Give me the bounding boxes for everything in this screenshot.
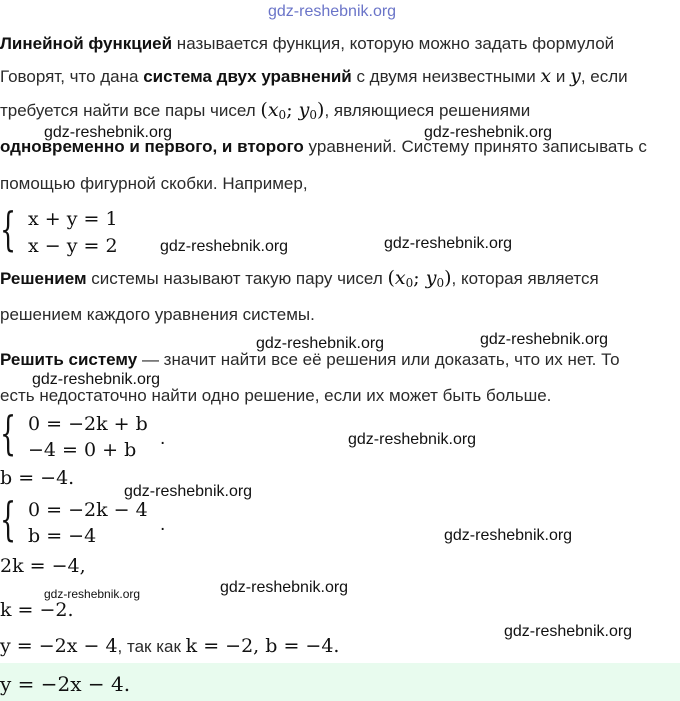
period: .: [160, 514, 166, 535]
watermark: gdz-reshebnik.org: [348, 431, 477, 448]
equation: −4 = 0 + b: [28, 439, 137, 461]
formula: y = −2x − 4: [0, 635, 118, 657]
pair-x: x: [394, 267, 406, 289]
text: , которая является: [451, 269, 599, 288]
pair-formula: ($x_0$; $y_0$): [387, 267, 452, 290]
text: , являющиеся решениями: [324, 101, 531, 120]
term-solve-system: Решить систему: [0, 350, 138, 369]
equation: b = −4: [28, 525, 97, 547]
formula: k = −2, b = −4.: [185, 635, 340, 657]
period: .: [160, 428, 166, 449]
pair-y: y: [298, 99, 310, 121]
text: уравнений. Систему принято записывать с: [303, 137, 647, 156]
solve-def-line-2: [0, 386, 551, 406]
watermark: gdz-reshebnik.org: [268, 3, 397, 20]
term-system: система двух уравнений: [143, 67, 352, 86]
pair-sub: 0: [436, 276, 445, 290]
brace-symbol: {: [0, 406, 17, 460]
text: решением каждого уравнения системы.: [0, 305, 315, 324]
solution-def-line-2: [0, 305, 315, 325]
watermark: gdz-reshebnik.org: [44, 124, 173, 141]
pair-x: x: [267, 99, 279, 121]
var-y: y: [570, 65, 581, 87]
answer-formula: y = −2x − 4.: [0, 672, 131, 696]
watermark: gdz-reshebnik.org: [32, 371, 161, 388]
system-def-line-2: [0, 100, 530, 121]
watermark: gdz-reshebnik.org: [480, 331, 609, 348]
watermark: gdz-reshebnik.org: [44, 587, 141, 601]
text: — значит найти все её решения или доказать, что их нет. То: [137, 350, 620, 369]
solve-def-line-1: [0, 350, 620, 370]
system-def-line-3: [0, 137, 647, 157]
equation: 0 = −2k + b: [28, 413, 148, 435]
term-linear-function: Линейной функцией: [0, 34, 173, 53]
watermark: gdz-reshebnik.org: [220, 579, 349, 596]
text: требуется найти все пары чисел: [0, 101, 261, 120]
var-x: x: [540, 65, 552, 87]
text: есть недостаточно найти одно решение, если их может быть больше.: [0, 386, 552, 405]
watermark: gdz-reshebnik.org: [384, 235, 513, 252]
brace-symbol: {: [0, 492, 17, 546]
equation: x − y = 2: [28, 235, 118, 257]
text: , так как: [117, 637, 186, 656]
brace-symbol: {: [0, 202, 17, 256]
result-2k: 2k = −4,: [0, 555, 86, 577]
watermark: gdz-reshebnik.org: [424, 124, 553, 141]
term-simultaneous: одновременно и первого, и второго: [0, 137, 304, 156]
text: , если: [580, 67, 628, 86]
text: системы называют такую пару чисел: [86, 269, 388, 288]
text: помощью фигурной скобки. Например,: [0, 174, 308, 193]
system-def-line-4: [0, 174, 308, 194]
definition-text: называется функция, которую можно задать формулой: [172, 34, 615, 53]
watermark: gdz-reshebnik.org: [444, 527, 573, 544]
equation: 0 = −2k − 4: [28, 499, 148, 521]
text: с двумя неизвестными: [351, 67, 541, 86]
result-b: b = −4.: [0, 467, 75, 489]
term-solution: Решением: [0, 269, 87, 288]
equation: x + y = 1: [28, 208, 118, 230]
pair-y: y: [425, 267, 437, 289]
pair-formula: ($x_0$; $y_0$): [260, 99, 325, 122]
definition-line: [0, 34, 614, 54]
result-k: k = −2.: [0, 599, 74, 621]
system-def-line-1: [0, 66, 628, 87]
watermark: gdz-reshebnik.org: [256, 335, 385, 352]
pair-sub: 0: [405, 276, 414, 290]
answer-box: [0, 663, 680, 701]
text: и: [551, 67, 571, 86]
solution-def-line-1: [0, 268, 599, 289]
pair-sub: 0: [309, 108, 318, 122]
pair-sub: 0: [278, 108, 287, 122]
text: Говорят, что дана: [0, 67, 144, 86]
watermark: gdz-reshebnik.org: [160, 238, 289, 255]
watermark: gdz-reshebnik.org: [504, 623, 633, 640]
result-function-line: [0, 636, 339, 657]
watermark: gdz-reshebnik.org: [124, 483, 253, 500]
